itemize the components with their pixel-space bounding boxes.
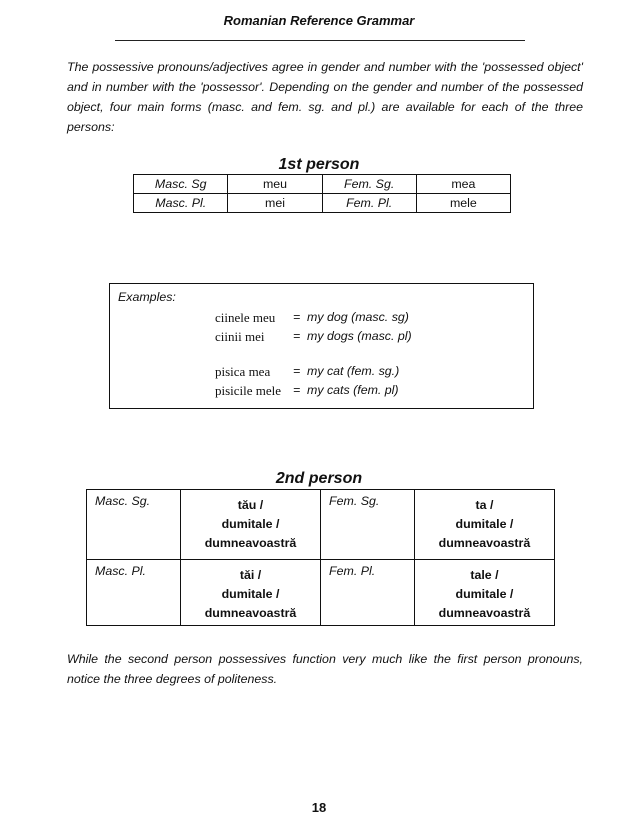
- form-line: dumitale /: [455, 587, 514, 601]
- table-cell-forms: [180, 490, 320, 560]
- example-equals: =: [293, 383, 301, 397]
- table-cell-form: mea: [416, 175, 510, 194]
- table-cell-forms: [414, 490, 554, 560]
- closing-paragraph: While the second person possessives function very much like the first person pronouns, notice the three degrees of politeness.: [67, 652, 583, 686]
- example-romanian: pisica mea: [215, 364, 271, 379]
- table-row: [134, 175, 511, 194]
- example-equals: =: [293, 329, 301, 343]
- table-cell-label: Masc. Pl.: [134, 194, 228, 213]
- table-row: [87, 560, 555, 626]
- table-cell-label: Masc. Pl.: [87, 560, 181, 626]
- second-person-table: [86, 489, 555, 626]
- example-equals: =: [293, 364, 301, 378]
- form-line: dumitale /: [455, 517, 514, 531]
- example-row: [215, 327, 412, 346]
- form-line: tău /: [237, 498, 264, 512]
- example-row: [215, 381, 412, 400]
- form-line: dumitale /: [221, 517, 280, 531]
- example-row: [215, 308, 412, 327]
- intro-paragraph: The possessive pronouns/adjectives agree in gender and number with the 'possessed object' and in number with the 'possessor'. Depending on the gender and number of the possessed object, four main forms (masc. and fem. sg. and pl.) are available for each of the three persons:: [67, 60, 583, 134]
- second-person-title: 2nd person: [275, 470, 363, 487]
- example-english: my cat (fem. sg.): [307, 364, 400, 378]
- table-cell-label: Fem. Sg.: [322, 175, 416, 194]
- first-person-title: 1st person: [278, 156, 360, 173]
- form-line: tăi /: [239, 568, 262, 582]
- example-romanian: pisicile mele: [215, 383, 282, 398]
- table-cell-form: mei: [228, 194, 322, 213]
- first-person-table: [133, 174, 511, 213]
- table-cell-forms: [414, 560, 554, 626]
- example-english: my dog (masc. sg): [307, 310, 409, 324]
- form-line: dumneavoastră: [204, 536, 297, 550]
- example-row: [215, 362, 412, 381]
- table-cell-label: Fem. Pl.: [322, 194, 416, 213]
- form-line: dumneavoastră: [438, 606, 531, 620]
- example-english: my cats (fem. pl): [307, 383, 399, 397]
- examples-list: [215, 308, 412, 400]
- header-rule: [115, 40, 525, 41]
- page-number: 18: [311, 800, 327, 815]
- table-row: [134, 194, 511, 213]
- example-romanian: ciinii mei: [215, 329, 265, 344]
- running-header: Romanian Reference Grammar: [223, 13, 415, 28]
- table-cell-label: Masc. Sg.: [87, 490, 181, 560]
- table-cell-form: mele: [416, 194, 510, 213]
- table-cell-form: meu: [228, 175, 322, 194]
- table-cell-forms: [180, 560, 320, 626]
- form-line: ta /: [475, 498, 494, 512]
- form-line: dumneavoastră: [204, 606, 297, 620]
- table-cell-label: Masc. Sg: [134, 175, 228, 194]
- example-romanian: ciinele meu: [215, 310, 276, 325]
- example-equals: =: [293, 310, 301, 324]
- example-english: my dogs (masc. pl): [307, 329, 412, 343]
- example-spacer: [215, 346, 412, 362]
- table-row: [87, 490, 555, 560]
- form-line: tale /: [470, 568, 499, 582]
- form-line: dumneavoastră: [438, 536, 531, 550]
- examples-label: Examples:: [118, 290, 176, 304]
- table-cell-label: Fem. Pl.: [321, 560, 415, 626]
- examples-box: [109, 283, 534, 409]
- form-line: dumitale /: [221, 587, 280, 601]
- table-cell-label: Fem. Sg.: [321, 490, 415, 560]
